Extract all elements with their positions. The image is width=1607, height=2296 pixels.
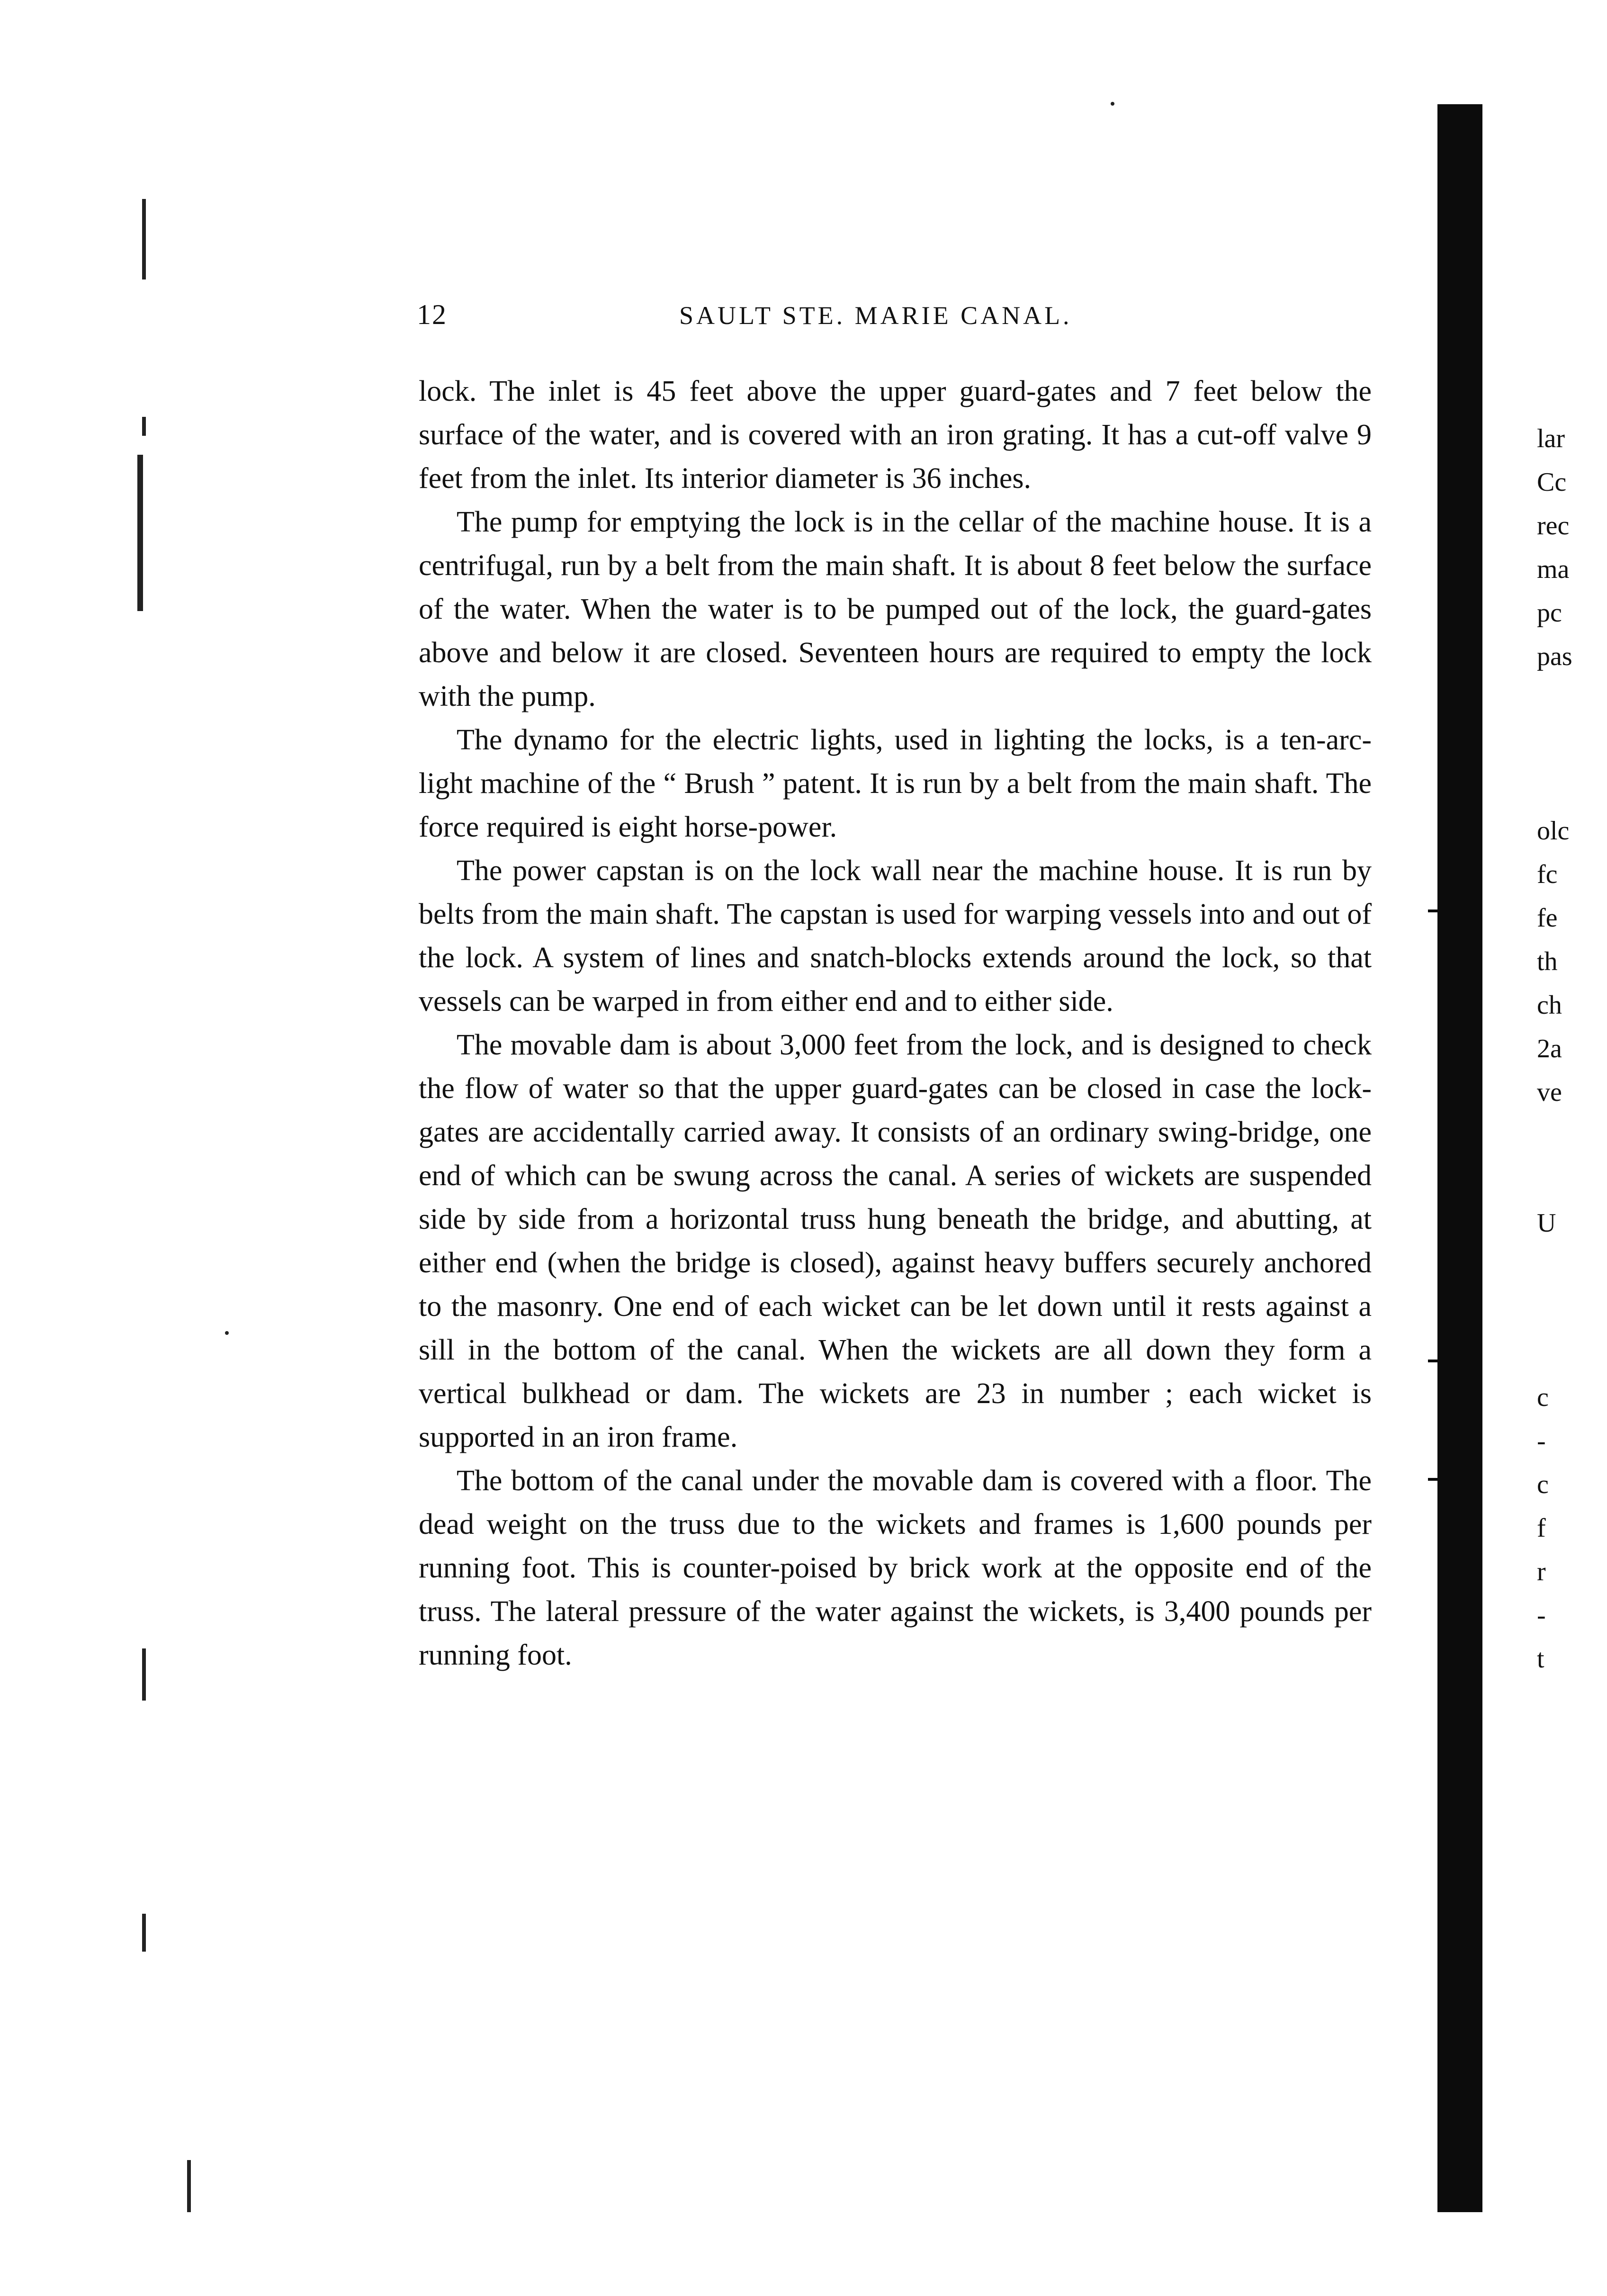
page-header <box>417 298 1374 331</box>
scan-margin-mark <box>142 1914 146 1952</box>
adjacent-fragment: ve <box>1537 1078 1562 1107</box>
scan-margin-mark <box>187 2160 191 2212</box>
paragraph: The movable dam is about 3,000 feet from the lock, and is designed to check the flow of water so that the upper guard-gates can be closed in case the lock-gates are accidentally carried away. It consists of an ordinary swing-bridge, one end of which can be swung across the canal. A series of wickets are suspended side by side from a horizontal truss hung beneath the bridge, and abutting, at either end (when the bridge is closed), against heavy buffers securely anchored to the masonry. One end of each wicket can be let down until it rests against a sill in the bottom of the canal. When the wickets are all down they form a vertical bulkhead or dam. The wickets are 23 in number ; each wicket is supported in an iron frame. <box>419 1029 1372 1453</box>
paragraph: The pump for emptying the lock is in the cellar of the machine house. It is a centrifugal, run by a belt from the main shaft. It is about 8 feet below the surface of the water. When the water is to be pumped out of the lock, the guard-gates above and below it are closed. Seventeen hours are required to empty the lock with the pump. <box>419 506 1372 712</box>
page-gutter-shadow <box>1437 104 1482 2212</box>
adjacent-fragment: rec <box>1537 511 1570 540</box>
adjacent-fragment: fc <box>1537 860 1558 889</box>
adjacent-fragment: U <box>1537 1208 1556 1238</box>
paragraph: The power capstan is on the lock wall near the machine house. It is run by belts from the main shaft. The capstan is used for warping vessels into and out of the lock. A system of lines and snatch-blocks extends around the lock, so that vessels can be warped in from either end and to either side. <box>419 855 1372 1017</box>
adjacent-fragment: th <box>1537 947 1558 976</box>
adjacent-fragment: r <box>1537 1557 1546 1586</box>
scan-margin-mark <box>142 199 146 279</box>
adjacent-fragment: pc <box>1537 598 1562 628</box>
body-text <box>419 369 1372 1677</box>
adjacent-fragment: ma <box>1537 555 1570 584</box>
page-number: 12 <box>417 299 447 330</box>
adjacent-fragment: 2a <box>1537 1034 1562 1063</box>
scan-margin-mark <box>142 1648 146 1701</box>
adjacent-fragment: olc <box>1537 816 1570 846</box>
adjacent-fragment: t <box>1537 1644 1544 1674</box>
adjacent-fragment: c <box>1537 1470 1549 1499</box>
scan-speck <box>1111 102 1114 106</box>
paragraph: lock. The inlet is 45 feet above the upper guard-gates and 7 feet below the surface of the water, and is covered with an iron grating. It has a cut-off valve 9 feet from the inlet. Its interior diameter is 36 inches. <box>419 375 1372 495</box>
adjacent-fragment: pas <box>1537 642 1572 671</box>
adjacent-fragment: Cc <box>1537 468 1567 497</box>
adjacent-fragment: c <box>1537 1383 1549 1412</box>
scan-margin-mark <box>137 455 143 611</box>
adjacent-page-fragments <box>1537 417 1603 1681</box>
adjacent-fragment: - <box>1537 1426 1546 1456</box>
adjacent-fragment: lar <box>1537 424 1565 453</box>
adjacent-fragment: - <box>1537 1601 1546 1630</box>
adjacent-fragment: ch <box>1537 990 1562 1020</box>
scan-speck <box>225 1331 229 1335</box>
paragraph: The dynamo for the electric lights, used in lighting the locks, is a ten-arc-light machine of the “ Brush ” patent. It is run by a belt from the main shaft. The force required is eight horse-power. <box>419 724 1372 843</box>
adjacent-fragment: f <box>1537 1513 1546 1543</box>
adjacent-fragment: fe <box>1537 903 1558 933</box>
running-title: SAULT STE. MARIE CANAL. <box>679 301 1072 330</box>
paragraph: The bottom of the canal under the movable dam is covered with a floor. The dead weight on the truss due to the wickets and frames is 1,600 pounds per running foot. This is counter-poised by brick work at the opposite end of the truss. The lateral pressure of the water against the wickets, is 3,400 pounds per running foot. <box>419 1465 1372 1671</box>
scan-margin-mark <box>142 417 146 436</box>
